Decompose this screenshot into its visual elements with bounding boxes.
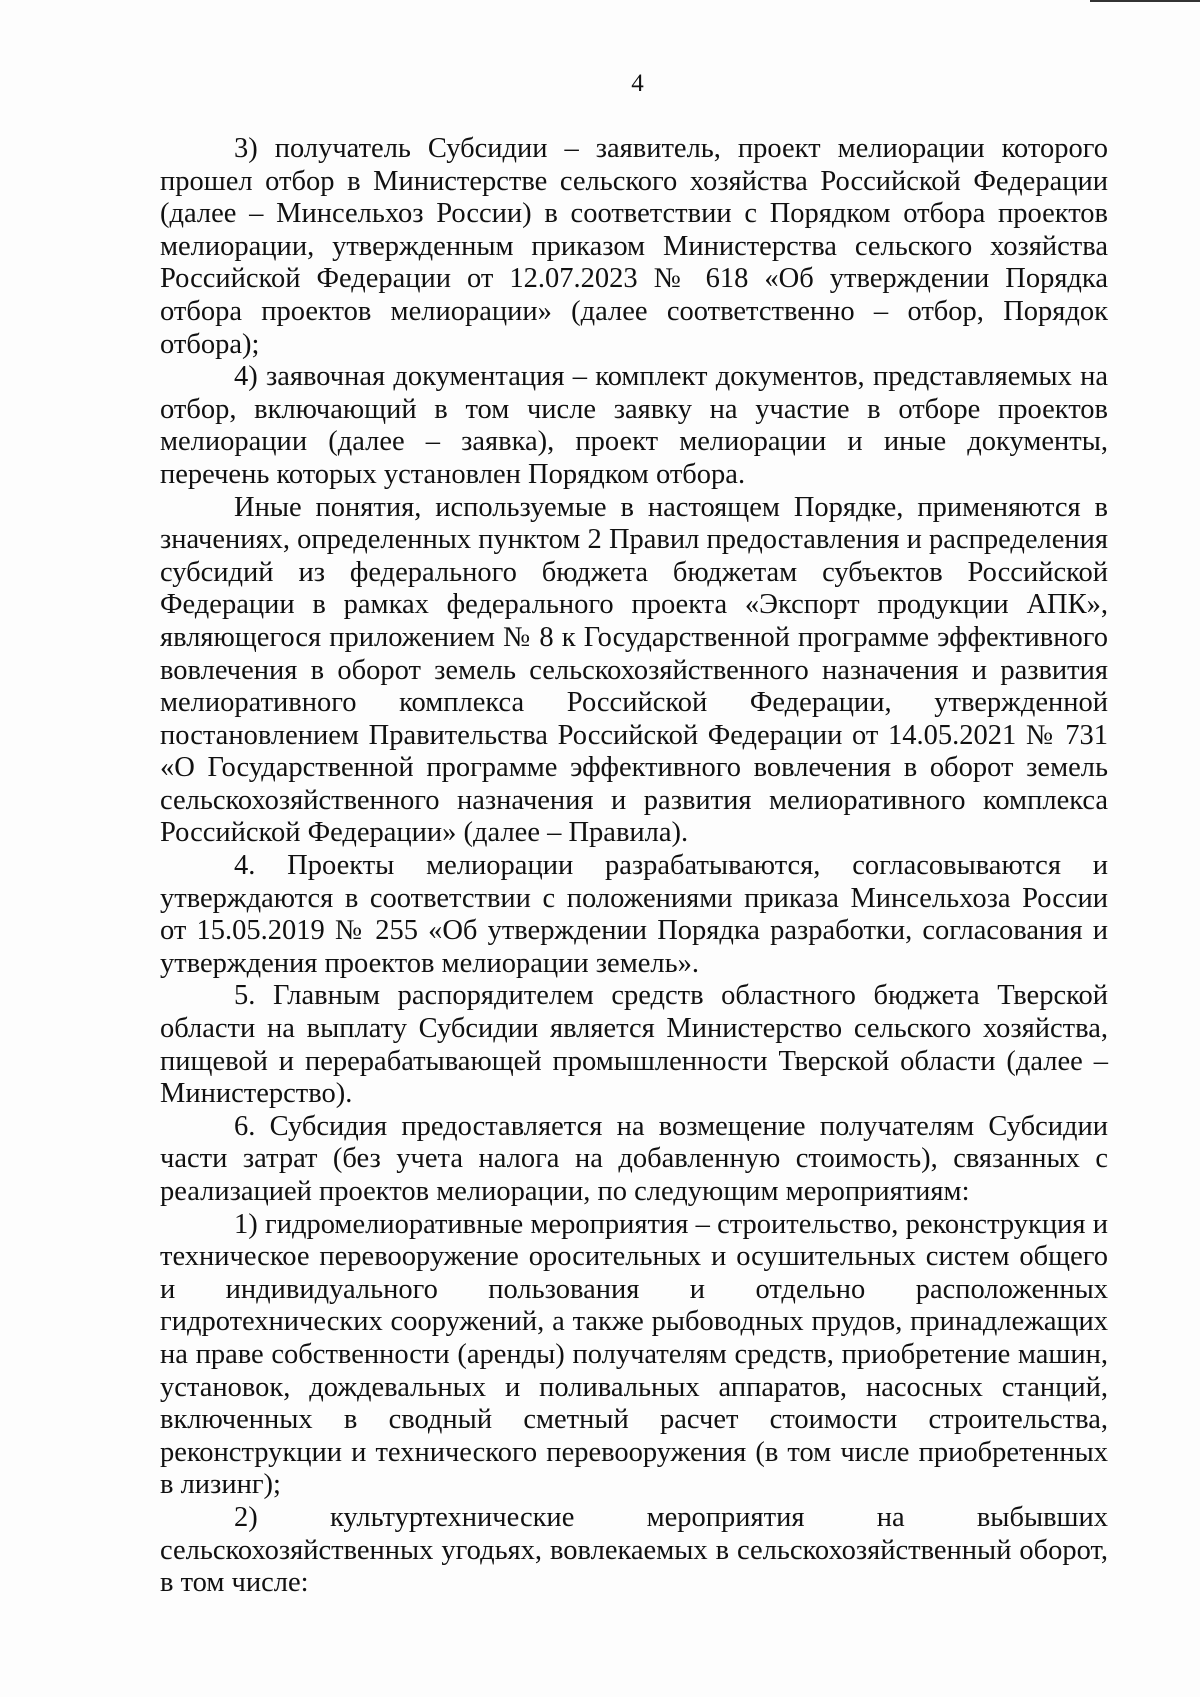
paragraph-cultural-technical-measures: 2) культуртехнические мероприятия на выбывших сельскохозяйственных угодьях, вовлекаемых в сельскохозяйственный оборот, в том числе: <box>160 1501 1108 1599</box>
paragraph-hydro-measures: 1) гидромелиоративные мероприятия – строительство, реконструкция и техническое перевооружение оросительных и осушительных систем общего и индивидуального пользования и отдельно расположенных гидротехнических сооружений, а также рыбоводных прудов, принадлежащих на праве собственности (аренды) получателям средств, приобретение машин, установок, дождевальных и поливальных аппаратов, насосных станций, включенных в сводный сметный расчет стоимости строительства, реконструкции и технического перевооружения (в том числе приобретенных в лизинг); <box>160 1208 1108 1501</box>
paragraph-application-docs-definition: 4) заявочная документация – комплект документов, представляемых на отбор, включающий в том числе заявку на участие в отборе проектов мелиорации (далее – заявка), проект мелиорации и иные документы, перечень которых установлен Порядком отбора. <box>160 361 1108 490</box>
paragraph-item-4-projects: 4. Проекты мелиорации разрабатываются, согласовываются и утверждаются в соответствии с положениями приказа Минсельхоза России от 15.05.2019 № 255 «Об утверждении Порядка разработки, согласования и утверждения проектов мелиорации земель». <box>160 850 1108 979</box>
paragraph-recipient-definition: 3) получатель Субсидии – заявитель, проект мелиорации которого прошел отбор в Министерстве сельского хозяйства Российской Федерации (далее – Минсельхоз России) в соответствии с Порядком отбора проектов мелиорации, утвержденным приказом Министерства сельского хозяйства Российской Федерации от 12.07.2023 № 618 «Об утверждении Порядка отбора проектов мелиорации» (далее соответственно – отбор, Порядок отбора); <box>160 133 1108 360</box>
page-number: 4 <box>631 70 644 97</box>
paragraph-item-6-subsidy-purpose: 6. Субсидия предоставляется на возмещение получателям Субсидии части затрат (без учета налога на добавленную стоимость), связанных с реализацией проектов мелиорации, по следующим мероприятиям: <box>160 1110 1108 1207</box>
scan-edge-line <box>1090 0 1200 2</box>
paragraph-item-5-budget-manager: 5. Главным распорядителем средств областного бюджета Тверской области на выплату Субсидии является Министерство сельского хозяйства, пищевой и перерабатывающей промышленности Тверской области (далее – Министерство). <box>160 980 1108 1110</box>
paragraph-other-terms: Иные понятия, используемые в настоящем Порядке, применяются в значениях, определенных пунктом 2 Правил предоставления и распределения субсидий из федерального бюджета бюджетам субъектов Российской Федерации в рамках федерального проекта «Экспорт продукции АПК», являющегося приложением № 8 к Государственной программе эффективного вовлечения в оборот земель сельскохозяйственного назначения и развития мелиоративного комплекса Российской Федерации, утвержденной постановлением Правительства Российской Федерации от 14.05.2021 № 731 «О Государственной программе эффективного вовлечения в оборот земель сельскохозяйственного назначения и развития мелиоративного комплекса Российской Федерации» (далее – Правила). <box>160 491 1108 849</box>
document-body <box>160 133 1108 1600</box>
